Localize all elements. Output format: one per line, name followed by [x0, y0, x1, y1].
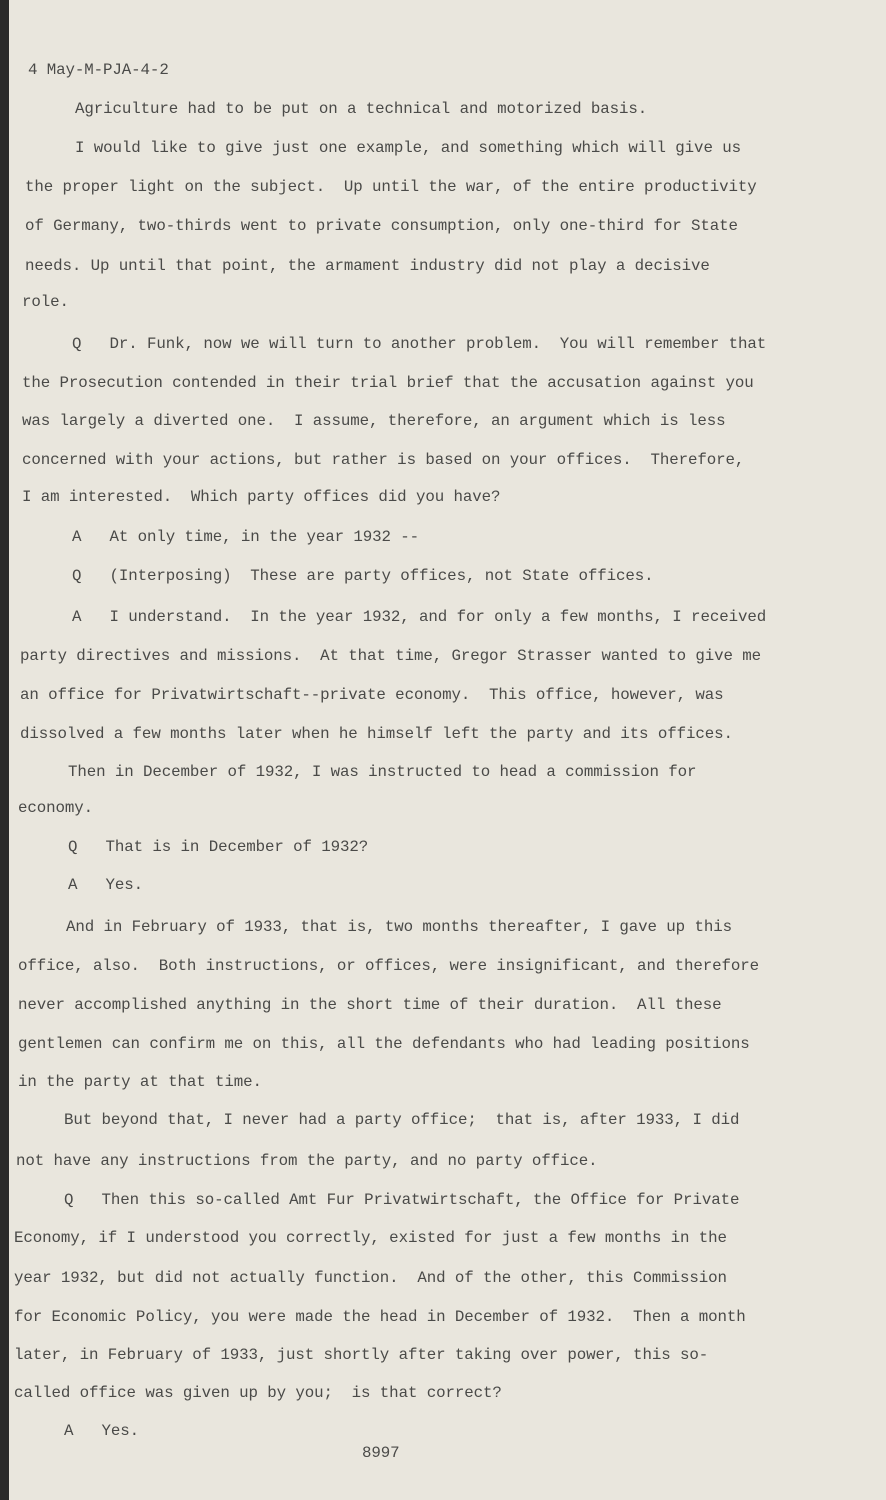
- transcript-line: office, also. Both instructions, or offices, were insignificant, and therefore: [18, 957, 759, 975]
- transcript-line: for Economic Policy, you were made the head in December of 1932. Then a month: [14, 1308, 746, 1326]
- document-header: 4 May-M-PJA-4-2: [28, 61, 169, 79]
- transcript-line: an office for Privatwirtschaft--private economy. This office, however, was: [20, 686, 724, 704]
- transcript-line: needs. Up until that point, the armament industry did not play a decisive: [25, 257, 710, 275]
- transcript-line: Q That is in December of 1932?: [68, 838, 369, 856]
- transcript-line: later, in February of 1933, just shortly after taking over power, this so-: [14, 1346, 709, 1364]
- scan-left-edge: [0, 0, 9, 1500]
- transcript-line: dissolved a few months later when he himself left the party and its offices.: [20, 725, 733, 743]
- transcript-line: concerned with your actions, but rather is based on your offices. Therefore,: [22, 451, 745, 469]
- transcript-line: I would like to give just one example, and something which will give us: [75, 139, 741, 157]
- transcript-line: gentlemen can confirm me on this, all the defendants who had leading positions: [18, 1035, 750, 1053]
- transcript-line: in the party at that time.: [18, 1073, 262, 1091]
- transcript-line: year 1932, but did not actually function. And of the other, this Commission: [14, 1269, 727, 1287]
- transcript-line: Q Dr. Funk, now we will turn to another problem. You will remember that: [72, 335, 767, 353]
- transcript-line: A At only time, in the year 1932 --: [72, 528, 420, 546]
- transcript-line: called office was given up by you; is that correct?: [14, 1384, 502, 1402]
- transcript-line: Q Then this so-called Amt Fur Privatwirtschaft, the Office for Private: [64, 1191, 740, 1209]
- transcript-line: role.: [22, 293, 69, 311]
- transcript-line: the proper light on the subject. Up until the war, of the entire productivity: [25, 178, 757, 196]
- transcript-line: Agriculture had to be put on a technical and motorized basis.: [75, 100, 648, 118]
- transcript-line: A Yes.: [64, 1422, 140, 1440]
- transcript-line: A I understand. In the year 1932, and for only a few months, I received: [72, 608, 767, 626]
- transcript-line: Q (Interposing) These are party offices, not State offices.: [72, 567, 654, 585]
- transcript-line: party directives and missions. At that time, Gregor Strasser wanted to give me: [20, 647, 761, 665]
- page-number: 8997: [362, 1444, 400, 1462]
- transcript-line: not have any instructions from the party, and no party office.: [16, 1152, 598, 1170]
- transcript-line: A Yes.: [68, 876, 144, 894]
- transcript-line: the Prosecution contended in their trial brief that the accusation against you: [22, 374, 754, 392]
- transcript-line: And in February of 1933, that is, two months thereafter, I gave up this: [66, 918, 732, 936]
- transcript-line: Economy, if I understood you correctly, existed for just a few months in the: [14, 1229, 727, 1247]
- transcript-line: Then in December of 1932, I was instructed to head a commission for: [68, 763, 697, 781]
- transcript-line: I am interested. Which party offices did you have?: [22, 488, 501, 506]
- transcript-line: never accomplished anything in the short time of their duration. All these: [18, 996, 722, 1014]
- transcript-line: was largely a diverted one. I assume, therefore, an argument which is less: [22, 412, 726, 430]
- transcript-line: of Germany, two-thirds went to private consumption, only one-third for State: [25, 217, 738, 235]
- transcript-line: But beyond that, I never had a party office; that is, after 1933, I did: [64, 1111, 740, 1129]
- transcript-line: economy.: [18, 799, 94, 817]
